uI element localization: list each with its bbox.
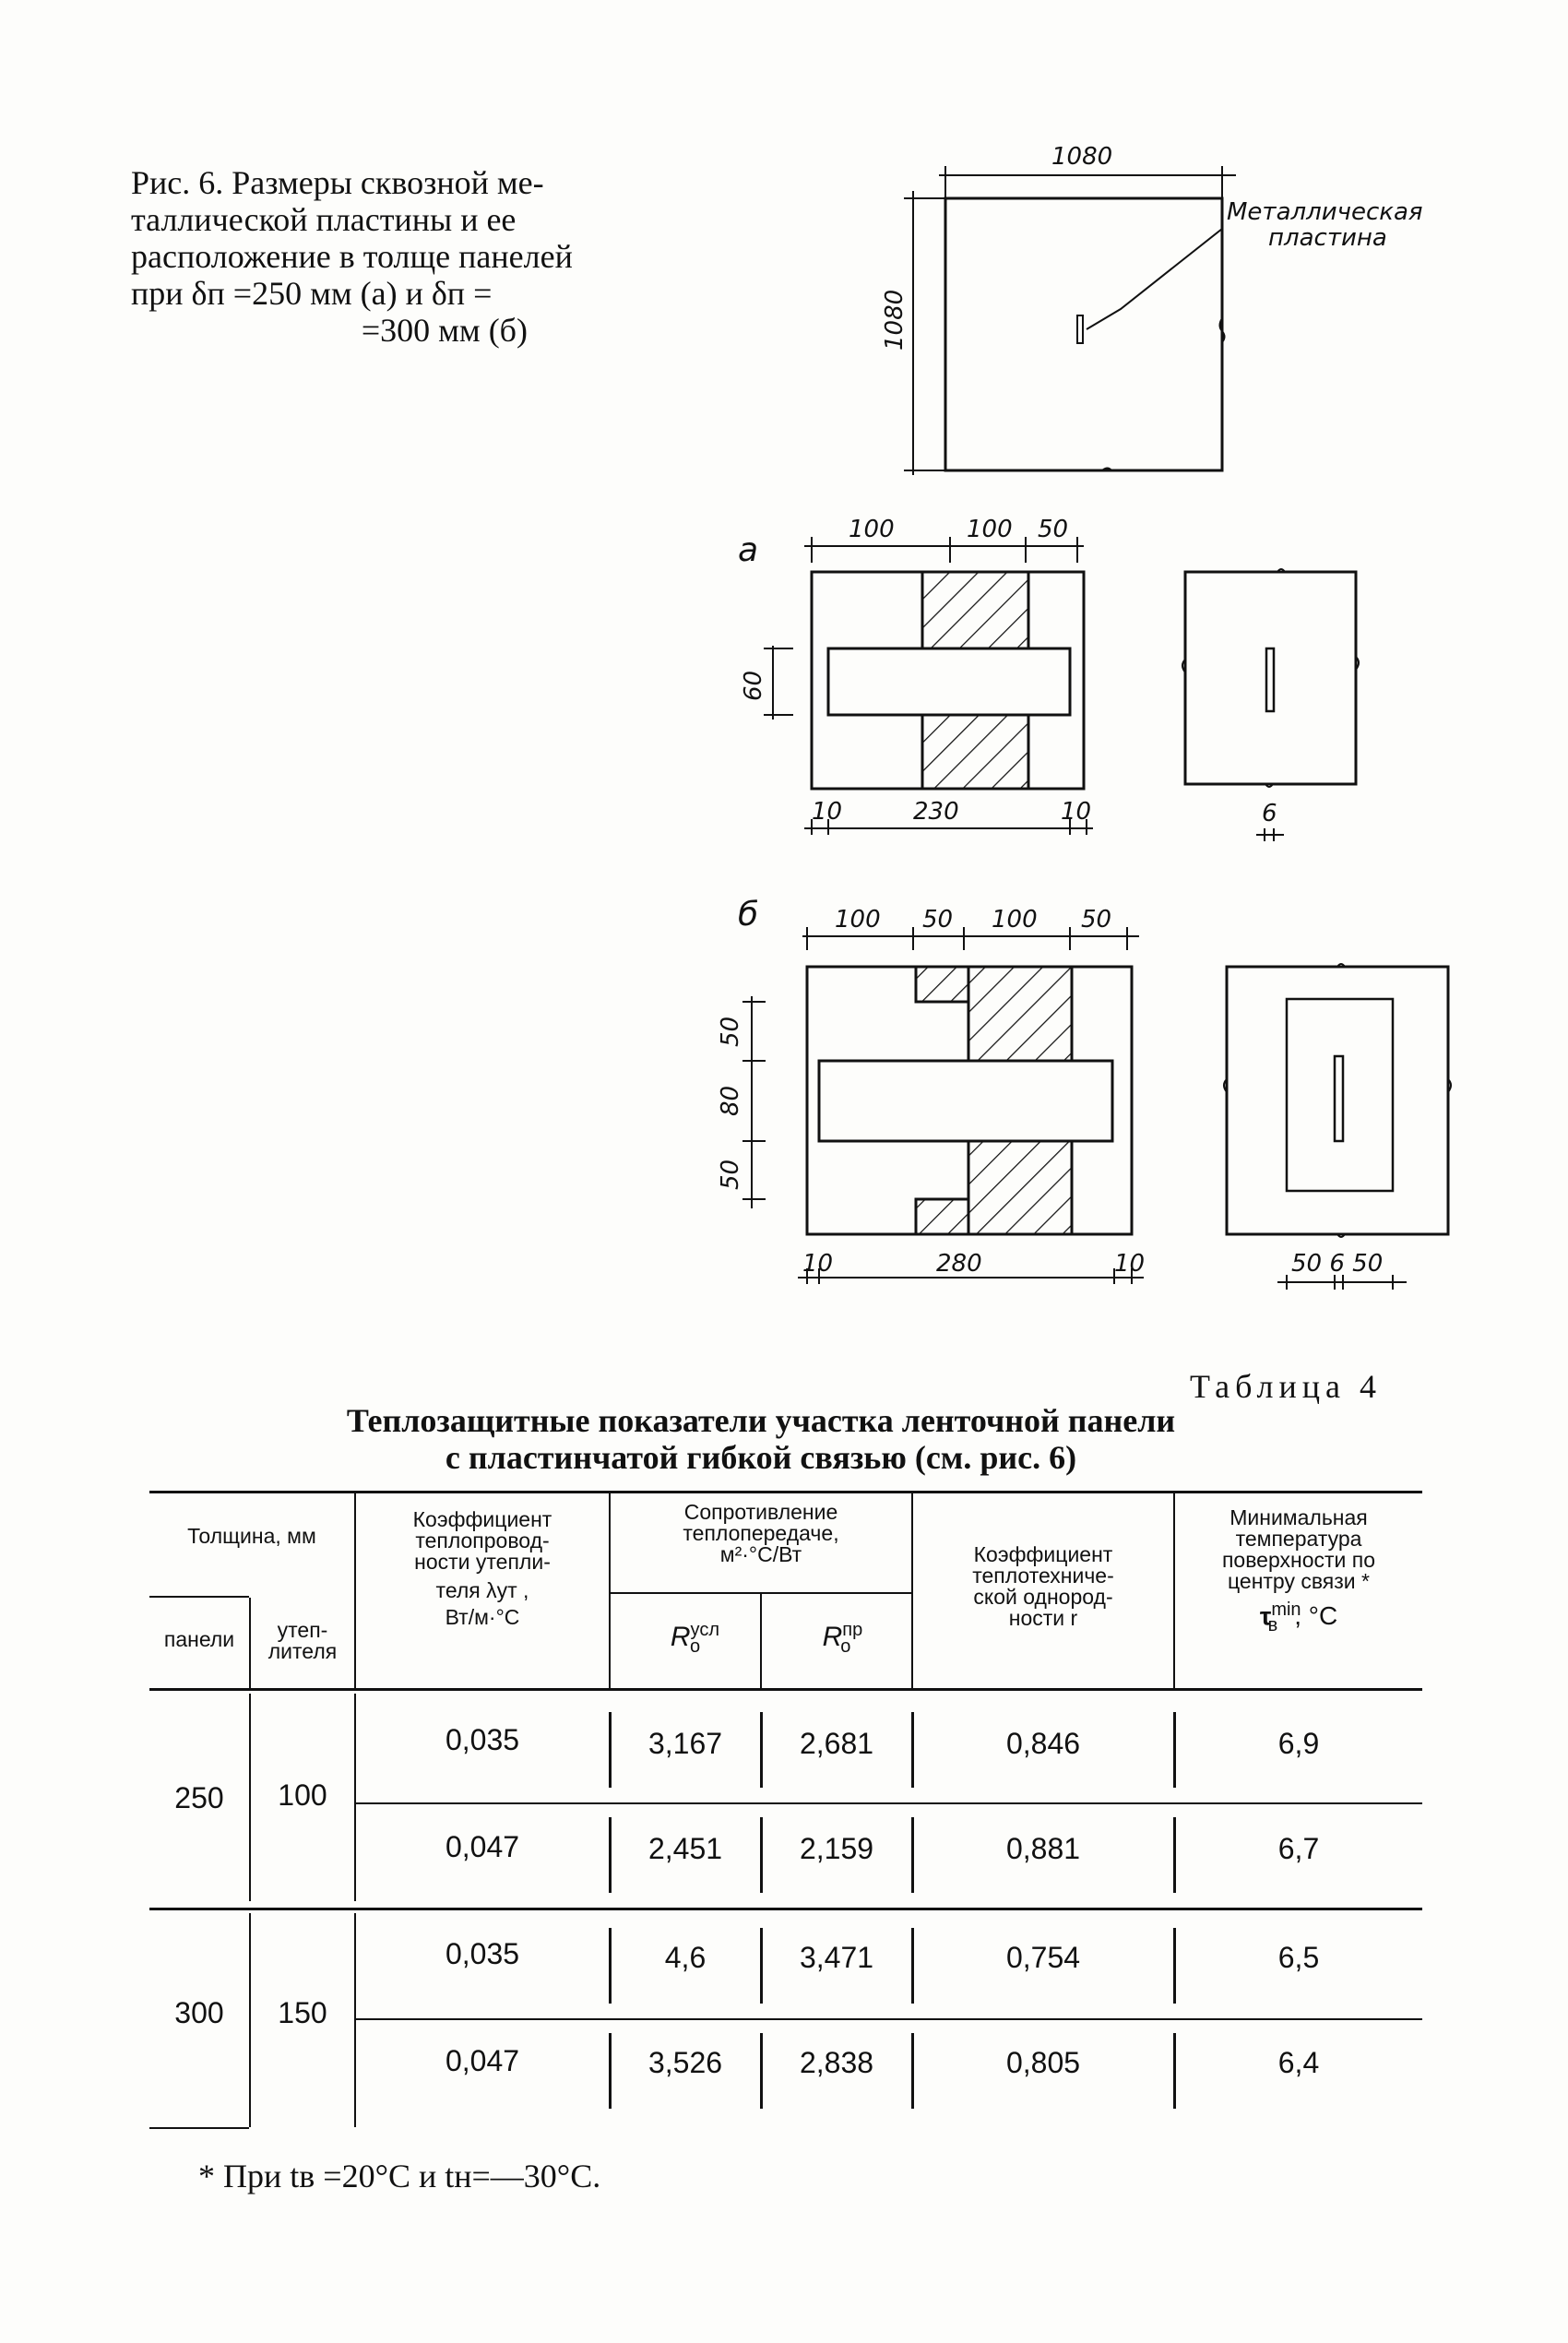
plate-label-1: Металлическая [1227, 198, 1423, 226]
cell-panel: 300 [174, 1996, 224, 2029]
header-resistance: Сопротивление теплопередаче, м²·°С/Вт [683, 1500, 839, 1566]
dim-b-right-bottom: 50 6 50 [1291, 1250, 1384, 1278]
table-title-line: Теплозащитные показатели участка ленточной панели [346, 1402, 1176, 1439]
dim-a-top-1: 100 [849, 516, 895, 543]
metal-plate-section-b [819, 1061, 1112, 1141]
dim-b-bottom-1: 10 [802, 1250, 834, 1278]
caption-line: расположение в толще панелей [131, 238, 573, 275]
plate-label-2: пластина [1268, 224, 1387, 252]
top-square-view [904, 166, 1236, 475]
cell-r-usl: 3,167 [647, 1727, 723, 1760]
plan-b [1224, 964, 1451, 1290]
metal-plate-top [1077, 315, 1083, 343]
caption-line: таллической пластины и ее [131, 201, 517, 238]
insulation-hatch-b1 [916, 967, 968, 1002]
caption-line: Рис. 6. Размеры сквозной ме- [131, 164, 544, 201]
dim-side: 1080 [881, 289, 909, 351]
cell-insulation: 100 [278, 1778, 327, 1812]
header-thickness: Толщина, мм [187, 1524, 316, 1548]
cell-tmin: 6,9 [1277, 1727, 1320, 1760]
leader-line [1087, 229, 1222, 329]
cell-r-usl: 2,451 [647, 1832, 723, 1865]
dim-a-side: 60 [740, 670, 767, 701]
dim-a-bottom-2: 230 [913, 798, 959, 826]
dim-a-top-3: 50 [1038, 516, 1069, 543]
dim-a-right-bottom: 6 [1262, 800, 1277, 827]
dim-b-top-3: 100 [992, 906, 1038, 934]
section-a [764, 537, 1093, 835]
dim-top: 1080 [1051, 143, 1113, 171]
dim-b-bottom-3: 10 [1114, 1250, 1146, 1278]
header-homogeneity: Коэффициент теплотехниче- ской однород- ности r [972, 1542, 1114, 1630]
cell-r: 0,754 [1005, 1941, 1081, 1974]
cell-r-usl: 3,526 [647, 2046, 723, 2079]
insulation-hatch-b3 [916, 1199, 968, 1234]
dim-b-side-1: 50 [717, 1016, 744, 1047]
header-insulation: утеп- лителя [267, 1618, 338, 1663]
table-title-line: с пластинчатой гибкой связью (см. рис. 6) [445, 1439, 1077, 1476]
header-r-usl: $R^{усл}_о$ [670, 1620, 719, 1657]
metal-plate-plan-a [1266, 648, 1274, 711]
cell-r: 0,805 [1005, 2046, 1081, 2079]
caption-line: при δп =250 мм (а) и δп = [131, 275, 493, 312]
data-table [149, 1491, 1422, 2155]
header-min-temp: Минимальная температура поверхности по центру связи * $\tau^{min}_в$ , °С [1221, 1505, 1376, 1635]
cell-r: 0,846 [1005, 1727, 1081, 1760]
cell-r-pr: 2,159 [799, 1832, 874, 1865]
cell-r-pr: 2,838 [799, 2046, 874, 2079]
cell-r-pr: 3,471 [799, 1941, 874, 1974]
metal-plate-plan-b [1335, 1056, 1343, 1141]
cell-panel: 250 [174, 1781, 224, 1814]
dim-b-side-2: 80 [717, 1085, 744, 1116]
header-r-pr: $R^{пр}_о$ [822, 1620, 863, 1657]
dim-a-bottom-3: 10 [1061, 798, 1092, 826]
dim-b-top-2: 50 [922, 906, 954, 934]
cell-tmin: 6,4 [1277, 2046, 1320, 2079]
cell-tmin: 6,5 [1277, 1941, 1320, 1974]
cell-lambda: 0,035 [445, 1723, 520, 1756]
metal-plate-section-a [828, 648, 1070, 715]
cell-insulation: 150 [278, 1996, 327, 2029]
dim-b-bottom-2: 280 [936, 1250, 982, 1278]
cell-r-pr: 2,681 [799, 1727, 874, 1760]
footnote: * При tв =20°С и tн=—30°С. [198, 2158, 601, 2194]
dim-b-side-3: 50 [717, 1159, 744, 1190]
cell-lambda: 0,035 [445, 1937, 520, 1970]
dim-b-top-4: 50 [1081, 906, 1112, 934]
header-conductivity: Коэффициент теплопровод- ности утепли- теля λут , Вт/м·°С [412, 1507, 552, 1629]
table-number: Таблица 4 [1190, 1368, 1382, 1405]
cell-r: 0,881 [1005, 1832, 1081, 1865]
dim-b-top-1: 100 [835, 906, 881, 934]
dim-a-top-2: 100 [967, 516, 1013, 543]
label-a: а [738, 531, 759, 569]
cell-lambda: 0,047 [445, 1830, 520, 1863]
section-b [742, 927, 1144, 1284]
cell-tmin: 6,7 [1277, 1832, 1320, 1865]
header-panel: панели [163, 1627, 235, 1651]
dim-a-bottom-1: 10 [812, 798, 843, 826]
caption-line: =300 мм (б) [361, 312, 528, 349]
label-b: б [738, 896, 759, 934]
table-title [231, 1402, 1291, 1476]
cell-lambda: 0,047 [445, 2044, 520, 2077]
cell-r-usl: 4,6 [664, 1941, 707, 1974]
plate-outline-plan-b [1287, 999, 1393, 1191]
